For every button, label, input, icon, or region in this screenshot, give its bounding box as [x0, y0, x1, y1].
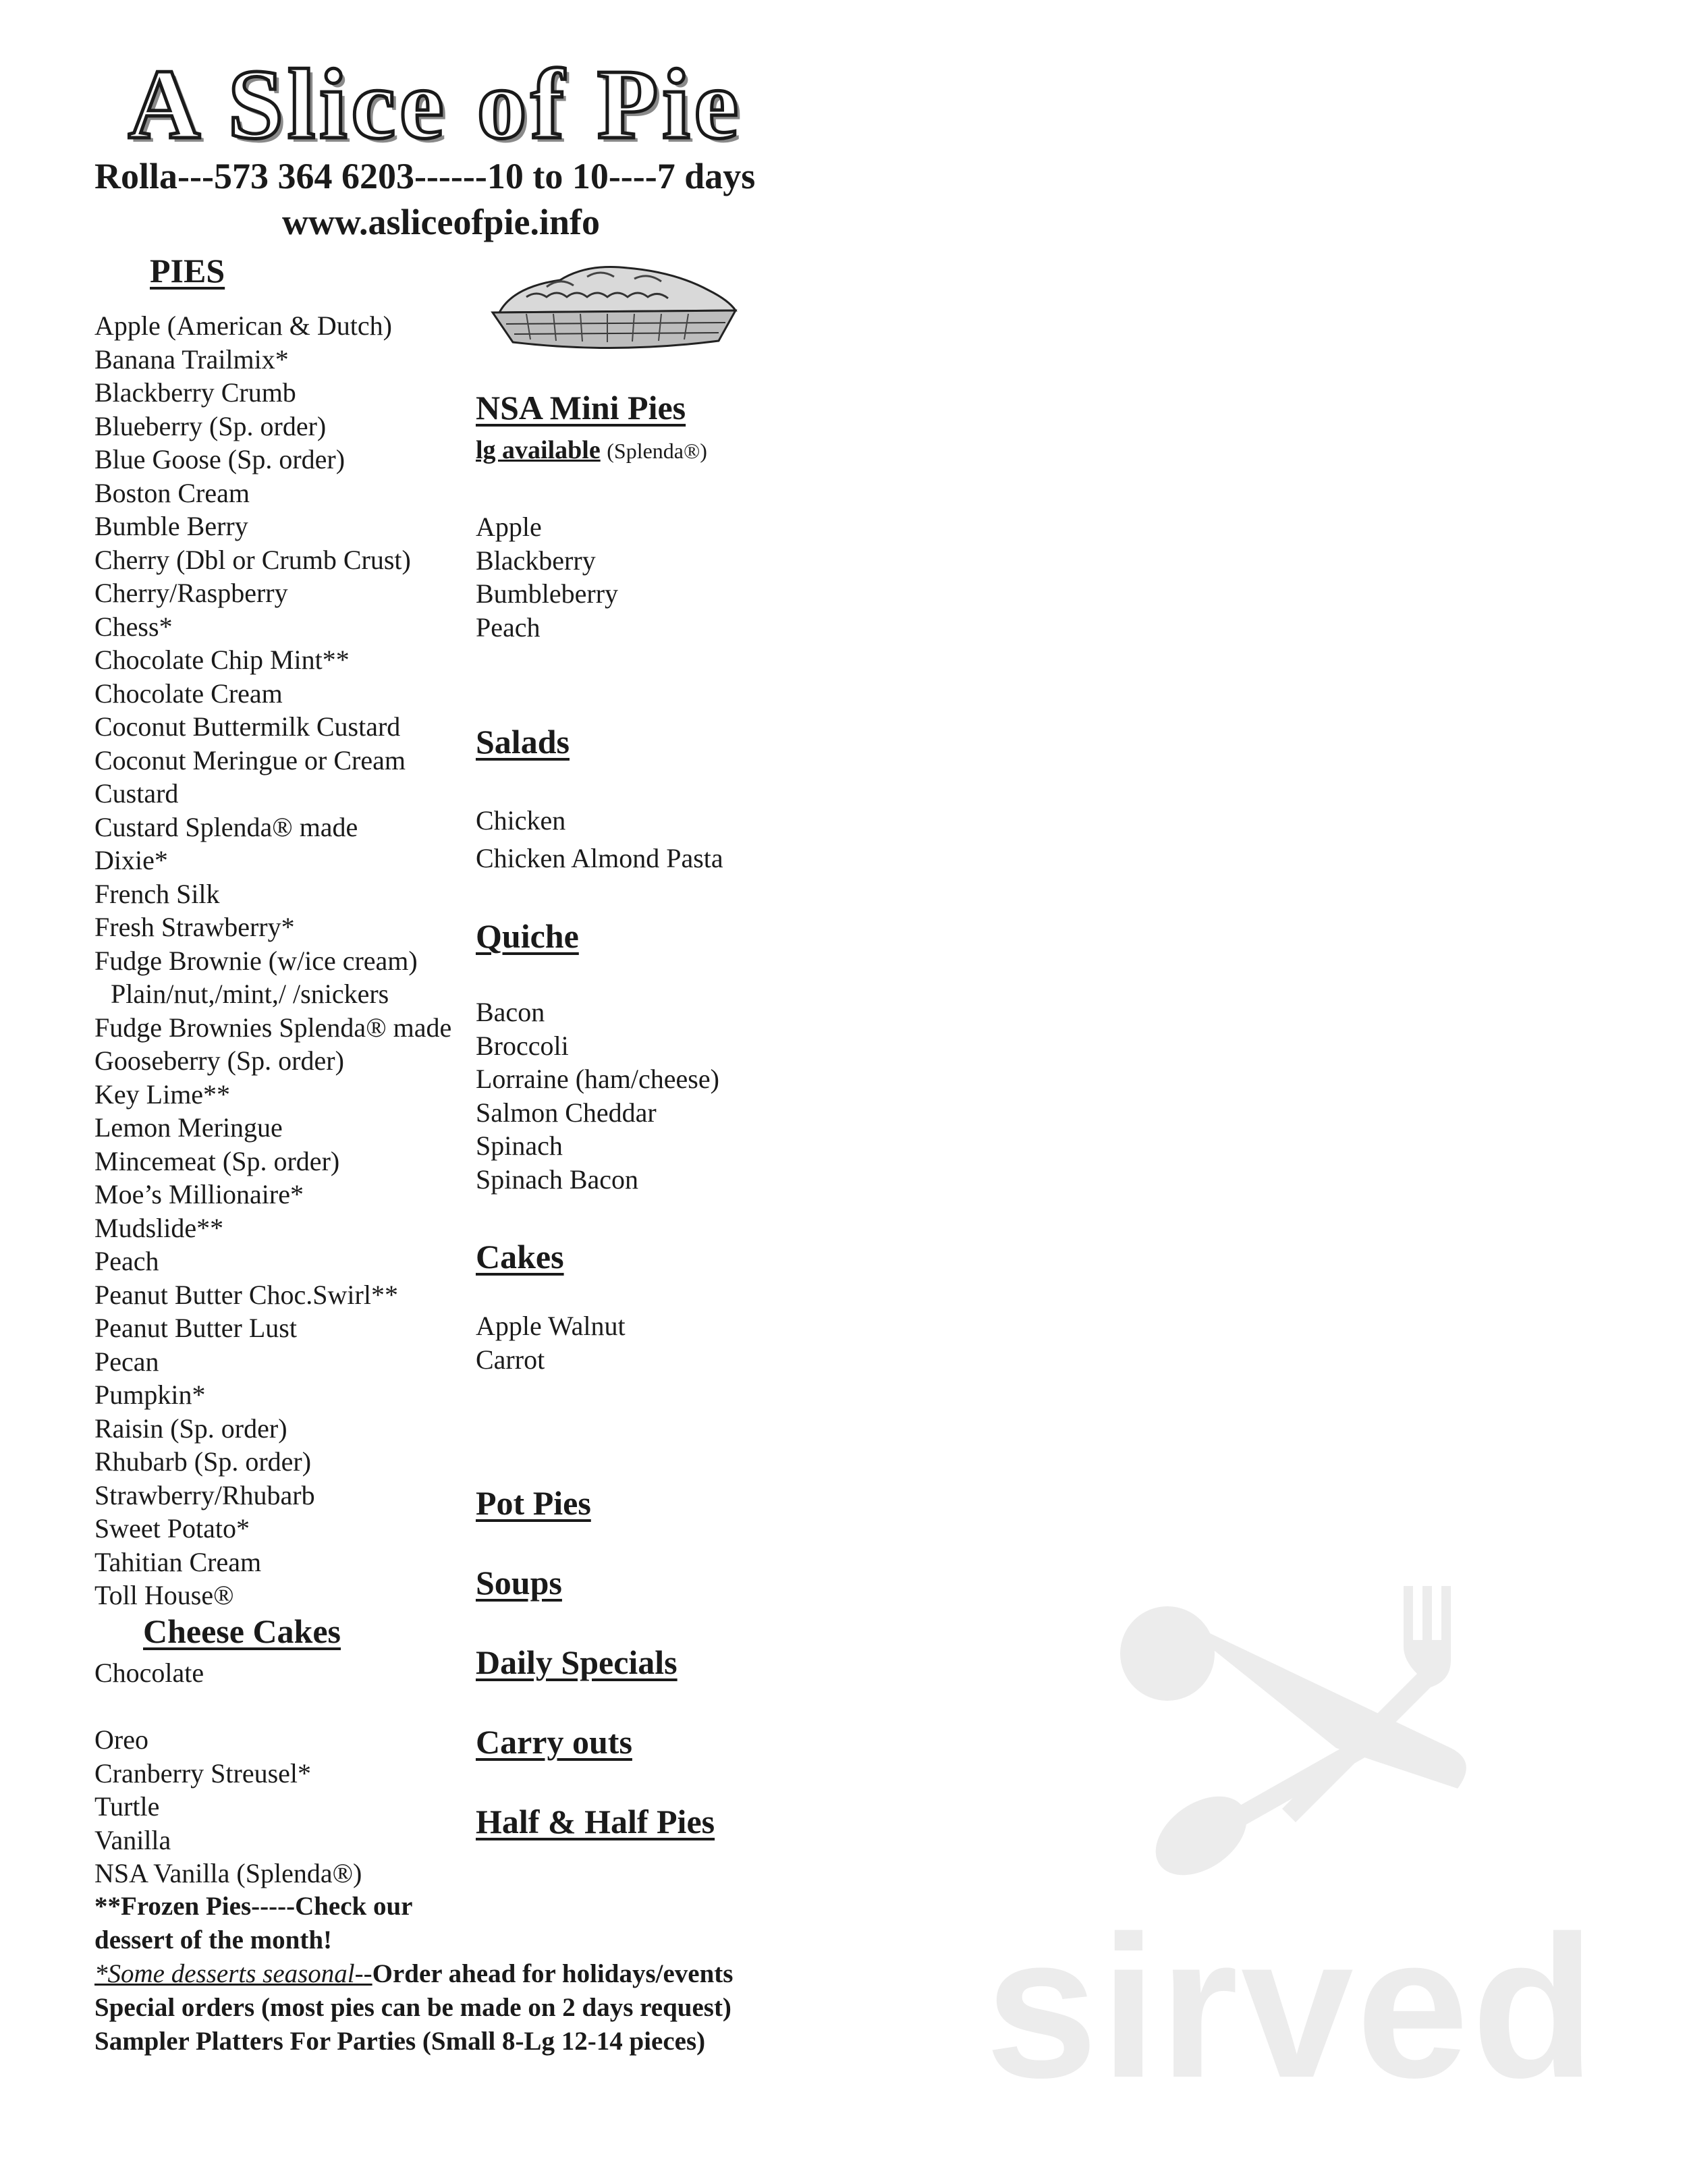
pie-item: Blackberry Crumb [94, 377, 296, 408]
cheese-cake-item: NSA Vanilla (Splenda®) [94, 1858, 362, 1888]
cheese-cakes-heading: Cheese Cakes [143, 1612, 341, 1650]
pies-list [94, 309, 451, 1612]
cake-item: Carrot [476, 1344, 545, 1375]
pie-item: French Silk [94, 878, 220, 909]
pie-item: Key Lime** [94, 1079, 231, 1110]
pie-item: Cherry/Raspberry [94, 578, 288, 608]
pie-item: Cherry (Dbl or Crumb Crust) [94, 544, 411, 575]
pie-item: Blueberry (Sp. order) [94, 410, 327, 441]
pie-item: Coconut Buttermilk Custard [94, 711, 401, 742]
pie-item: Strawberry/Rhubarb [94, 1479, 315, 1510]
nsa-mini-pie-item: Bumbleberry [476, 578, 619, 609]
pie-item: Boston Cream [94, 477, 250, 508]
watermark-text: sirved [985, 1893, 1598, 2120]
pie-item: Mudslide** [94, 1212, 224, 1243]
page-title: A Slice of Pie [128, 49, 743, 160]
seasonal-note [94, 1957, 733, 1991]
quiche-item: Spinach [476, 1130, 563, 1161]
quiche-list [476, 995, 719, 1196]
cheese-cakes-list-continued [94, 1723, 362, 1890]
pie-item: Mincemeat (Sp. order) [94, 1145, 340, 1176]
cheese-cake-item: Turtle [94, 1791, 160, 1822]
pie-item: Bumble Berry [94, 511, 248, 541]
nsa-mini-pie-item: Apple [476, 512, 542, 542]
website-link[interactable]: www.asliceofpie.info [282, 202, 600, 242]
nsa-mini-pies-heading: NSA Mini Pies [476, 389, 686, 427]
pie-item: Toll House® [94, 1580, 234, 1610]
half-and-half-pies-heading: Half & Half Pies [476, 1803, 715, 1840]
pie-item: Dixie* [94, 845, 168, 875]
pie-item: Chocolate Chip Mint** [94, 645, 350, 675]
cheese-cake-item: Oreo [94, 1724, 148, 1755]
pie-item: Chess* [94, 611, 173, 642]
salads-heading: Salads [476, 723, 570, 761]
pie-illustration-icon [486, 260, 742, 361]
dessert-of-month-note: dessert of the month! [94, 1926, 333, 1955]
seasonal-italic: *Some desserts seasonal-- [94, 1959, 372, 1988]
quiche-heading: Quiche [476, 917, 579, 955]
splenda-note: (Splenda®) [607, 439, 707, 463]
nsa-availability-note [476, 435, 707, 465]
quiche-item: Bacon [476, 997, 545, 1027]
soups-heading: Soups [476, 1564, 562, 1602]
quiche-item: Broccoli [476, 1030, 569, 1061]
pie-item: Sweet Potato* [94, 1513, 250, 1544]
pie-item: Raisin (Sp. order) [94, 1413, 287, 1444]
pie-item: Plain/nut,/mint,/ /snickers [111, 979, 389, 1009]
contact-line: Rolla---573 364 6203------10 to 10----7 days [94, 156, 756, 196]
pie-item: Banana Trailmix* [94, 344, 289, 375]
pie-item: Apple (American & Dutch) [94, 310, 392, 341]
pie-item: Rhubarb (Sp. order) [94, 1446, 312, 1477]
cakes-list [476, 1309, 626, 1376]
salads-list [476, 802, 723, 877]
pie-item: Peanut Butter Lust [94, 1313, 297, 1343]
salad-item: Chicken [476, 805, 566, 836]
seasonal-rest: Order ahead for holidays/events [372, 1959, 734, 1988]
pie-item: Blue Goose (Sp. order) [94, 444, 345, 474]
quiche-item: Lorraine (ham/cheese) [476, 1064, 719, 1094]
quiche-item: Salmon Cheddar [476, 1097, 657, 1128]
pie-item: Lemon Meringue [94, 1112, 283, 1143]
quiche-item: Spinach Bacon [476, 1164, 639, 1195]
cake-item: Apple Walnut [476, 1311, 626, 1341]
cheese-cakes-list [94, 1656, 204, 1690]
nsa-mini-pie-item: Blackberry [476, 545, 596, 576]
footer-notes [94, 1890, 733, 2058]
pie-item: Chocolate Cream [94, 678, 283, 709]
pie-item: Fudge Brownie (w/ice cream) [94, 945, 418, 976]
lg-available-label: lg available [476, 436, 601, 464]
cheese-cake-item: Cranberry Streusel* [94, 1757, 312, 1789]
pies-heading: PIES [150, 252, 225, 290]
carry-outs-heading: Carry outs [476, 1723, 632, 1761]
pie-item: Pumpkin* [94, 1380, 206, 1410]
daily-specials-heading: Daily Specials [476, 1643, 677, 1681]
pie-item: Coconut Meringue or Cream [94, 744, 406, 775]
pie-item: Custard [94, 778, 179, 809]
pie-item: Fudge Brownies Splenda® made [94, 1012, 452, 1043]
pot-pies-heading: Pot Pies [476, 1484, 591, 1522]
pie-item: Moe’s Millionaire* [94, 1179, 304, 1209]
pie-item: Peach [94, 1246, 159, 1276]
frozen-pies-note: **Frozen Pies-----Check our [94, 1892, 413, 1921]
nsa-mini-pie-item: Peach [476, 611, 541, 643]
pie-item: Custard Splenda® made [94, 811, 358, 842]
salad-item: Chicken Almond Pasta [476, 843, 723, 873]
special-orders-note: Special orders (most pies can be made on 2 days request) [94, 1993, 731, 2022]
cheese-cake-item: Chocolate [94, 1658, 204, 1688]
nsa-mini-pies-list [476, 510, 618, 644]
fork-spoon-icon [1120, 1573, 1539, 1876]
pie-item: Fresh Strawberry* [94, 912, 295, 942]
cakes-heading: Cakes [476, 1238, 564, 1276]
cheese-cake-item: Vanilla [94, 1824, 171, 1855]
sampler-platters-note: Sampler Platters For Parties (Small 8-Lg 12-14 pieces) [94, 2027, 706, 2056]
pie-item: Tahitian Cream [94, 1546, 262, 1577]
pie-item: Gooseberry (Sp. order) [94, 1045, 344, 1076]
pie-item: Peanut Butter Choc.Swirl** [94, 1279, 398, 1310]
pie-item: Pecan [94, 1346, 159, 1377]
